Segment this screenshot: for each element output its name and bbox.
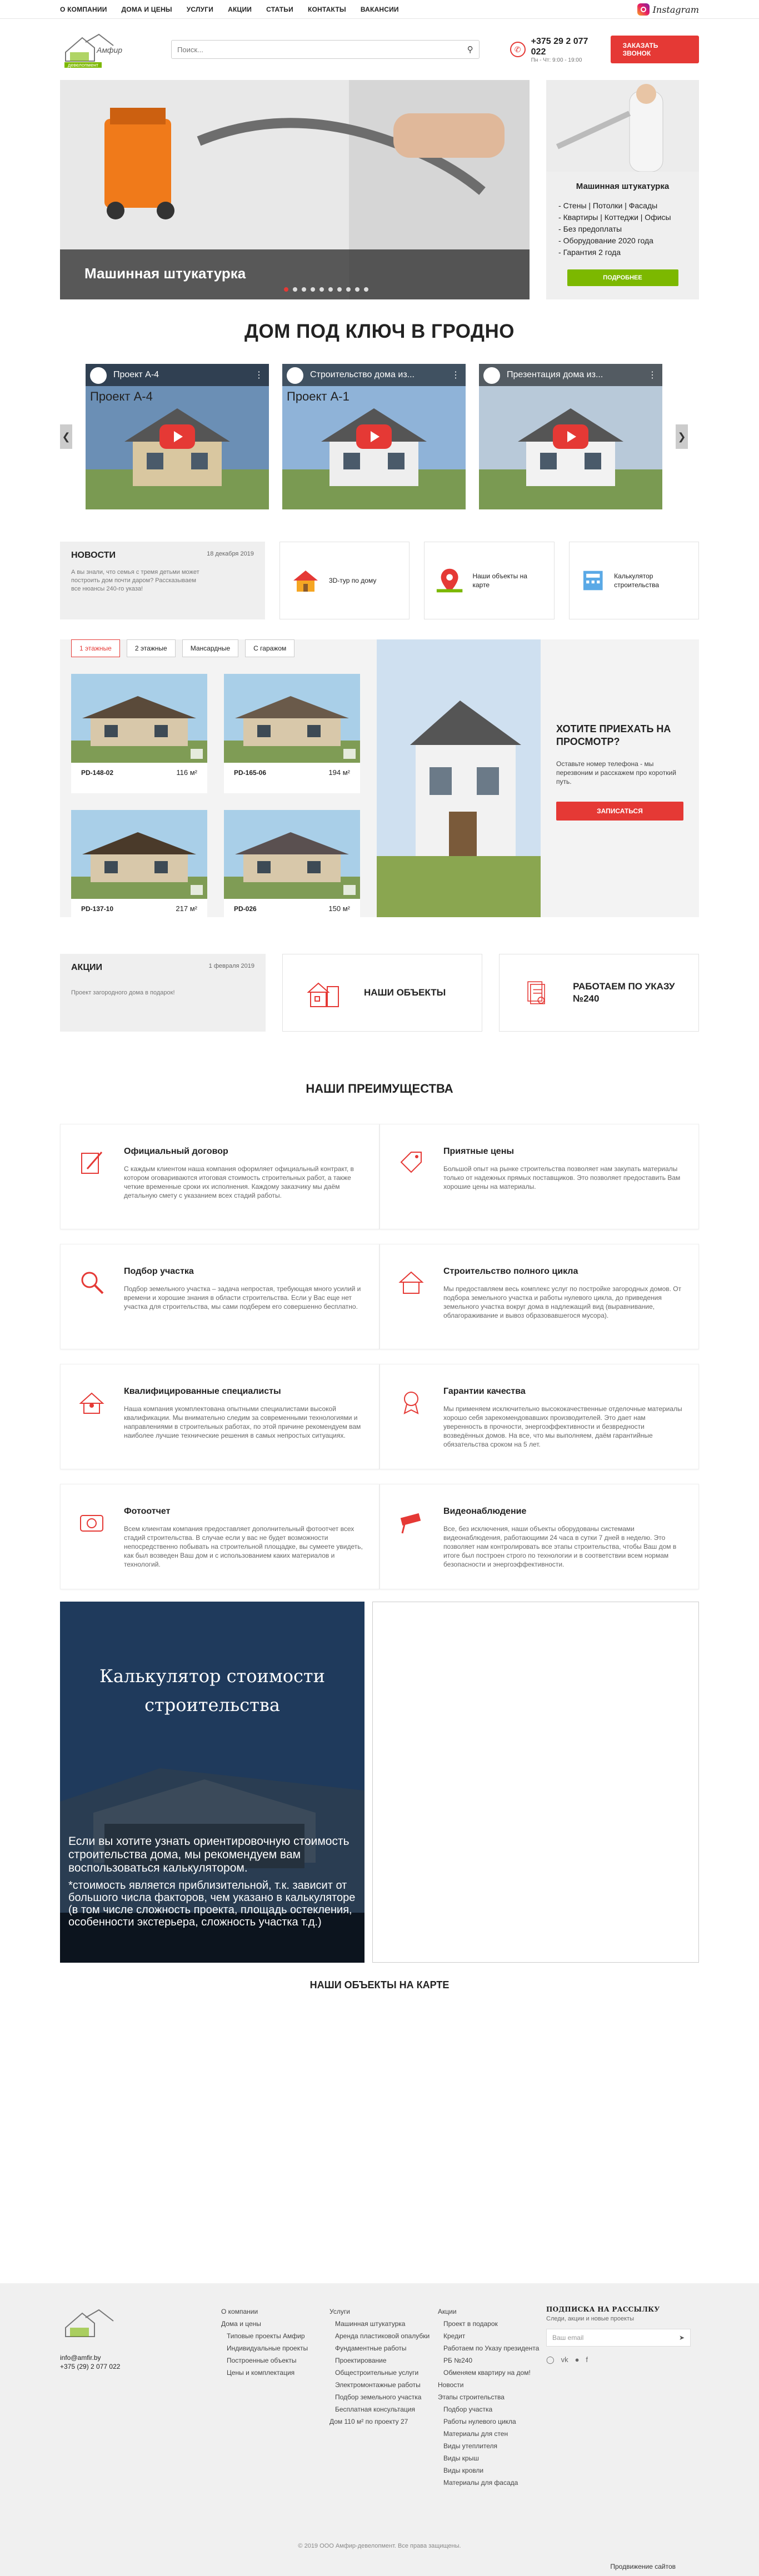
footer-logo[interactable] (60, 2305, 129, 2344)
footer-link[interactable]: Новости (438, 2381, 464, 2389)
magnifier-icon (76, 1267, 107, 1298)
order-call-button[interactable]: ЗАКАЗАТЬ ЗВОНОК (611, 36, 699, 63)
topnav-item-3[interactable]: АКЦИИ (228, 6, 252, 13)
video-list (86, 364, 662, 509)
advantage-item (379, 1124, 699, 1229)
footer-menu-houses (221, 2305, 329, 2489)
advantage-text: Большой опыт на рынке строительства позволяет нам закупать материалы только от надежных прямых поставщиков. Это позволяет предоставить Вам хорошие цены на материалы. (443, 1165, 681, 1191)
logo-subtext: девелопмент (64, 62, 102, 68)
advantage-text: Все, без исключения, наши объекты оборудованы системами видеонаблюдения, работающими 24 часа в сутки 7 дней в неделю. Это позволяет нам контролировать все этапы строительства, чтобы Ваш дом в итоге был построен строго по технологии и в соответствии всем нормам безопасности и энергоэффективности. (443, 1525, 677, 1568)
footer-link[interactable]: Проектирование (335, 2357, 387, 2364)
house-card-area: 217 м² (176, 904, 197, 913)
video-player[interactable] (282, 364, 466, 509)
hero-slider[interactable] (60, 80, 530, 299)
advantage-title: Подбор участка (124, 1267, 194, 1276)
footer-phone[interactable]: +375 (29) 2 077 022 (60, 2363, 121, 2370)
promo-list-item: - Стены | Потолки | Фасады (558, 200, 699, 212)
price-tag-icon (396, 1147, 427, 1178)
topnav-item-2[interactable]: УСЛУГИ (186, 6, 214, 13)
calculator-row (60, 1602, 699, 1963)
facebook-social-icon[interactable]: f (586, 2355, 588, 2364)
site-logo[interactable] (60, 30, 129, 69)
slider-caption: Машинная штукатурка (60, 249, 530, 299)
footer-link[interactable]: Подбор земельного участка (335, 2393, 422, 2401)
visit-request (541, 639, 699, 917)
promo-title: Машинная штукатурка (576, 182, 670, 191)
footer-link[interactable]: Дом 110 м² по проекту 27 (329, 2418, 408, 2425)
search-input[interactable] (177, 46, 467, 54)
quality-icon (396, 1387, 427, 1418)
logo-text: Амфир (97, 46, 123, 54)
map-pin-icon (435, 565, 465, 596)
calculator-title-line2: строительства (144, 1694, 280, 1715)
tile-decree-240-label: РАБОТАЕМ ПО УКАЗУ №240 (573, 981, 675, 1004)
news-date: 18 декабря 2019 (207, 551, 254, 557)
more-options-icon[interactable]: ⋮ (451, 371, 460, 380)
hero-section (60, 80, 699, 299)
video-overlay-title: Проект А-1 (287, 389, 349, 403)
subscribe-block (546, 2305, 691, 2489)
catalog-tab[interactable]: Мансардные (182, 639, 238, 657)
footer-link[interactable]: Материалы для стен (443, 2430, 508, 2438)
footer-link[interactable]: Акции (438, 2308, 457, 2315)
promo-list-item: - Гарантия 2 года (558, 247, 699, 258)
advantage-text: Всем клиентам компания предоставляет дополнительный фотоотчет всех стадий строительства. В случае если у вас не будет возможности непосредственно побывать на строительной площадке, вы сумеете увидеть, как был возведен Ваш дом и с использованием каких материалов и технологий. (124, 1525, 363, 1568)
tile-3d-tour-label: 3D-тур по дому (328, 577, 377, 584)
topnav-item-0[interactable]: О КОМПАНИИ (60, 6, 107, 13)
house-card-name: PD-148-02 (81, 768, 114, 777)
promo-list-item: - Оборудование 2020 года (558, 235, 699, 247)
catalog-tab[interactable]: С гаражом (245, 639, 294, 657)
subscribe-placeholder: Ваш email (552, 2334, 584, 2342)
footer-link[interactable]: Бесплатная консультация (335, 2405, 415, 2413)
house-card-area: 150 м² (328, 904, 350, 913)
advantage-title: Гарантии качества (443, 1387, 526, 1396)
advantage-item (379, 1364, 699, 1469)
tile-objects-map[interactable] (424, 542, 554, 619)
footer-link[interactable]: Индивидуальные проекты (227, 2344, 308, 2352)
calculator-note: *стоимость является приблизительной, т.к. зависит от большого числа факторов, чем указано в калькуляторе (в том числе сложность проекта, площадь остекления, особенности экстерьера, сложность участка т.д.) (68, 1879, 356, 1928)
slider-dot[interactable] (302, 287, 306, 292)
play-icon[interactable] (356, 424, 392, 449)
channel-logo[interactable] (287, 367, 303, 384)
advantage-title: Квалифицированные специалисты (124, 1387, 281, 1396)
specialist-icon (76, 1387, 107, 1418)
footer-link[interactable]: О компании (221, 2308, 258, 2315)
more-options-icon[interactable]: ⋮ (648, 371, 657, 380)
cctv-icon (396, 1507, 427, 1538)
footer-link[interactable]: Виды кровли (443, 2467, 484, 2474)
promo-list-item: - Квартиры | Коттеджи | Офисы (558, 212, 699, 223)
advantage-item (379, 1244, 699, 1349)
odnoklassniki-social-icon[interactable]: ● (575, 2355, 580, 2364)
house-card-area: 194 м² (328, 768, 350, 777)
topnav-item-6[interactable]: ВАКАНСИИ (360, 6, 399, 13)
footer-link[interactable]: Цены и комплектация (227, 2369, 295, 2377)
promo-card (546, 80, 699, 299)
calculator-widget-frame[interactable] (372, 1602, 699, 1963)
more-options-icon[interactable]: ⋮ (254, 371, 263, 380)
subscribe-email-input[interactable] (546, 2329, 691, 2347)
footer-link[interactable]: Построенные объекты (227, 2357, 297, 2364)
advantage-item (60, 1244, 379, 1349)
tile-objects-map-label: Наши объекты на карте (472, 572, 527, 589)
house-catalog-row (60, 639, 699, 917)
video-overlay-title: Проект А-4 (90, 389, 153, 403)
topnav-item-4[interactable]: СТАТЬИ (266, 6, 293, 13)
footer-link[interactable]: Дома и цены (221, 2320, 261, 2328)
footer-link[interactable]: Услуги (329, 2308, 350, 2315)
footer-link[interactable]: Виды утеплителя (443, 2442, 498, 2450)
advantage-text: Мы применяем исключительно высококачественные отделочные материалы хорошо себя зарекомендовавших производителей. Это дает нам уверенность в прочности, энергоэффективности и безвредности возведённых домов. На все, что мы выполняем, даём гарантийные обязательства сроком на 5 лет. (443, 1405, 682, 1448)
advantages-title: НАШИ ПРЕИМУЩЕСТВА (306, 1082, 453, 1096)
footer-link[interactable]: Кредит (443, 2332, 466, 2340)
promo-row (60, 954, 699, 1032)
house-card-area: 116 м² (176, 768, 197, 777)
instagram-icon (637, 3, 650, 16)
video-player[interactable] (86, 364, 269, 509)
advantage-title: Видеонаблюдение (443, 1507, 527, 1516)
promo-more-button[interactable]: ПОДРОБНЕЕ (567, 269, 678, 286)
footer-email[interactable]: info@amfir.by (60, 2354, 101, 2362)
house-card[interactable] (224, 674, 360, 793)
advantage-item (379, 1484, 699, 1589)
working-hours: Пн - Чт: 9:00 - 19:00 (531, 57, 582, 63)
footer-link[interactable]: Материалы для фасада (443, 2479, 518, 2487)
catalog-tab[interactable]: 2 этажные (127, 639, 176, 657)
advantage-item (60, 1364, 379, 1469)
house-card-image (224, 810, 360, 899)
advantage-text: Мы предоставляем весь комплекс услуг по постройке загородных домов. От подбора земельного участка и работы нулевого цикла, до приведения земельного участка вокруг дома в надлежащий вид (выравнивание, облагораживание и вывоз образовавшегося мусора). (443, 1285, 682, 1319)
play-icon[interactable] (553, 424, 588, 449)
subscribe-text: Следи, акции и новые проекты (546, 2315, 634, 2322)
visit-signup-button[interactable]: ЗАПИСАТЬСЯ (556, 802, 683, 821)
video-player[interactable] (479, 364, 662, 509)
slider-dot[interactable] (346, 287, 351, 292)
video-carousel (60, 364, 699, 509)
topnav-item-1[interactable]: ДОМА И ЦЕНЫ (121, 6, 172, 13)
topnav-item-5[interactable]: КОНТАКТЫ (307, 6, 346, 13)
search-box (171, 40, 480, 59)
channel-logo[interactable] (90, 367, 107, 384)
footer-link[interactable]: Обменяем квартиру на дом! (443, 2369, 531, 2377)
slider-dot[interactable] (319, 287, 324, 292)
promo-list (546, 200, 699, 258)
footer-link[interactable]: Электромонтажные работы (335, 2381, 421, 2389)
video-title[interactable]: Презентация дома из... (507, 370, 603, 379)
advantage-text: Подбор земельного участка – задача непростая, требующая много усилий и времени и хорошие знания в области строительства. Если у Вас еще нет участка для строительства, мы сами подберем его совершенно бесплатно. (124, 1285, 361, 1310)
footer-link[interactable]: Работы нулевого цикла (443, 2418, 516, 2425)
tile-our-objects-label: НАШИ ОБЪЕКТЫ (364, 987, 446, 998)
calculator-text: Если вы хотите узнать ориентировочную стоимость строительства дома, мы рекомендуем вам воспользоваться калькулятором. (68, 1835, 349, 1874)
carousel-next-arrow[interactable]: ❯ (676, 424, 688, 449)
footer-link[interactable]: Машинная штукатурка (335, 2320, 406, 2328)
video-title[interactable]: Строительство дома из... (310, 370, 415, 379)
news-text: А вы знали, что семья с тремя детьми может построить дом почти даром? Рассказываем все нюансы 240-го указа! (71, 569, 199, 592)
advantage-title: Официальный договор (124, 1147, 228, 1156)
advantages-grid (60, 1124, 699, 1589)
house-card-image (224, 674, 360, 763)
house-card-name: PD-165-06 (234, 768, 267, 777)
slider-dot[interactable] (284, 287, 288, 292)
site-footer (0, 2283, 759, 2576)
tile-3d-tour[interactable] (279, 542, 410, 619)
page-title: ДОМ ПОД КЛЮЧ В ГРОДНО (244, 321, 515, 342)
footer-link[interactable]: Работаем по Указу президента РБ №240 (443, 2344, 540, 2364)
footer-link[interactable]: Аренда пластиковой опалубки (335, 2332, 430, 2340)
house-catalog (60, 639, 377, 917)
footer-link[interactable]: Общестроительные услуги (335, 2369, 419, 2377)
footer-menu-services (329, 2305, 438, 2489)
send-icon[interactable]: ➤ (678, 2334, 685, 2342)
subscribe-title: ПОДПИСКА НА РАССЫЛКУ (546, 2305, 660, 2313)
actions-title: АКЦИИ (71, 963, 103, 972)
news-title: НОВОСТИ (71, 551, 116, 560)
top-navigation (0, 0, 759, 19)
footer-link[interactable]: Виды крыш (443, 2454, 479, 2462)
featured-house-photo (377, 639, 541, 917)
social-links (546, 2355, 691, 2364)
slider-dot[interactable] (364, 287, 368, 292)
instagram-social-icon[interactable]: ◯ (546, 2355, 555, 2364)
actions-date: 1 февраля 2019 (208, 963, 254, 969)
house-icon (396, 1267, 427, 1298)
play-icon[interactable] (159, 424, 195, 449)
house-card[interactable] (71, 674, 207, 793)
footer-link[interactable]: Типовые проекты Амфир (227, 2332, 305, 2340)
channel-logo[interactable] (483, 367, 500, 384)
house-card-name: PD-026 (234, 904, 257, 913)
site-header (0, 19, 759, 80)
developer-link[interactable]: Продвижение сайтов (610, 2563, 676, 2570)
advantage-title: Фотоотчет (124, 1507, 171, 1516)
calculator-title-line1: Калькулятор стоимости (99, 1665, 325, 1687)
phone-number[interactable]: +375 29 2 077 022 (531, 36, 588, 57)
vk-social-icon[interactable]: vk (561, 2355, 568, 2364)
phone-icon: ✆ (510, 42, 526, 57)
phone-block (510, 36, 601, 63)
slider-dot[interactable] (355, 287, 359, 292)
advantage-title: Приятные цены (443, 1147, 515, 1156)
house-card-image (71, 810, 207, 899)
advantage-text: С каждым клиентом наша компания оформляет официальный контракт, в котором оговариваются итоговая стоимость строительных работ, а также четкие временные сроки их исполнения. Каждому заказчику мы даём детальную смету с указанием всех стадий работы. (124, 1165, 354, 1199)
instagram-link[interactable] (637, 3, 699, 16)
footer-link[interactable]: Этапы строительства (438, 2393, 505, 2401)
instagram-label: Instagram (652, 4, 699, 15)
house-cards (71, 674, 366, 929)
copyright: © 2019 ООО Амфир-девелопмент. Все права защищены. (298, 2543, 461, 2549)
actions-text: Проект загородного дома в подарок! (71, 989, 175, 996)
visit-title: ХОТИТЕ ПРИЕХАТЬ НА ПРОСМОТР? (556, 723, 671, 747)
house-card[interactable] (71, 810, 207, 929)
tile-calculator-label: Калькулятор строительства (614, 572, 660, 589)
advantage-title: Строительство полного цикла (443, 1267, 578, 1276)
promo-list-item: - Без предоплаты (558, 223, 699, 235)
camera-icon (76, 1507, 107, 1538)
advantage-item (60, 1484, 379, 1589)
house-card-image (71, 674, 207, 763)
advantage-item (60, 1124, 379, 1229)
contract-icon (76, 1147, 107, 1178)
calculator-icon (580, 565, 607, 596)
slider-dots (284, 287, 368, 292)
slider-dot[interactable] (337, 287, 342, 292)
tile-our-objects[interactable] (282, 954, 482, 1032)
catalog-tab[interactable]: 1 этажные (71, 639, 120, 657)
tile-decree-240[interactable] (499, 954, 699, 1032)
advantage-text: Наша компания укомплектована опытными специалистами высокой квалификации. Мы внимательно следим за современными технологиями и направлениями в строительных работах, по этой причине рекомендуем вам наиболее лучшие технические решения в самых непростых ситуациях. (124, 1405, 361, 1439)
footer-brand (60, 2305, 221, 2489)
buildings-icon (305, 974, 342, 1011)
footer-link[interactable]: Фундаментные работы (335, 2344, 407, 2352)
document-icon (522, 974, 551, 1011)
video-title[interactable]: Проект А-4 (113, 370, 159, 379)
news-block[interactable] (60, 542, 265, 619)
promo-image (546, 80, 699, 172)
actions-block[interactable] (60, 954, 266, 1032)
carousel-prev-arrow[interactable]: ❮ (60, 424, 72, 449)
visit-text: Оставьте номер телефона - мы перезвоним и расскажем про короткий путь. (556, 760, 676, 786)
map-title: НАШИ ОБЪЕКТЫ НА КАРТЕ (309, 1979, 450, 1990)
info-row (60, 542, 699, 619)
house-3d-icon (290, 565, 321, 596)
tile-calculator[interactable] (569, 542, 699, 619)
slider-dot[interactable] (311, 287, 315, 292)
footer-link[interactable]: Проект в подарок (443, 2320, 498, 2328)
footer-link[interactable]: Подбор участка (443, 2405, 493, 2413)
calculator-banner[interactable] (60, 1602, 364, 1963)
catalog-tabs (71, 639, 366, 657)
slider-dot[interactable] (293, 287, 297, 292)
house-card-name: PD-137-10 (81, 904, 114, 913)
footer-menu-actions (438, 2305, 546, 2489)
search-icon[interactable]: ⚲ (467, 45, 473, 54)
house-card[interactable] (224, 810, 360, 929)
slider-dot[interactable] (328, 287, 333, 292)
